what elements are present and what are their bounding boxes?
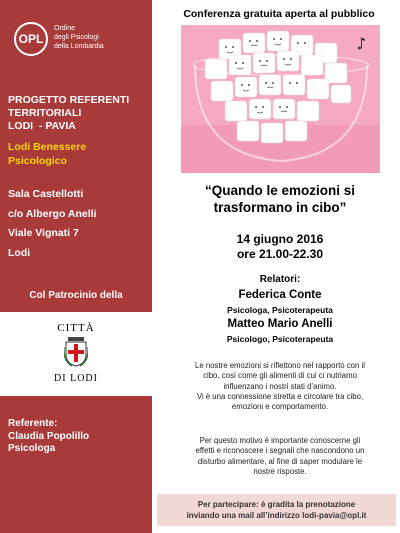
patronage-label: Col Patrocinio della bbox=[29, 290, 123, 301]
venue-line: c/o Albergo Anelli bbox=[8, 207, 97, 220]
referent-line: Referente: bbox=[8, 418, 58, 429]
paragraph-line: Le nostre emozioni si riflettono nel rapporto con il bbox=[195, 361, 365, 370]
event-time: ore 21.00-22.30 bbox=[236, 247, 324, 261]
speaker-name: Federica Conte bbox=[238, 289, 322, 301]
paragraph-line: effetti e riconoscere i segnali che nascondono un bbox=[195, 446, 365, 456]
event-datetime bbox=[160, 232, 400, 262]
speakers-label: Relatori: bbox=[259, 274, 301, 285]
program-name bbox=[8, 140, 86, 168]
opl-logo-text bbox=[54, 24, 104, 51]
project-line: PROGETTO REFERENTI bbox=[8, 94, 130, 106]
paragraph-line: cibo, così come gli alimenti di cui ci nutriamo bbox=[203, 371, 357, 381]
headline-line: trasformano in cibo” bbox=[213, 200, 347, 215]
paragraph-line: Vi è una connessione stretta e circolare tra cibo, bbox=[196, 391, 364, 401]
paragraph-line: Per questo motivo è importante conoscerne gli bbox=[199, 436, 361, 445]
event-headline bbox=[160, 182, 400, 216]
paragraph-line: nostre risposte. bbox=[253, 466, 307, 476]
project-line: LODI - PAVIA bbox=[8, 120, 76, 132]
project-title bbox=[8, 94, 148, 133]
paragraph-line: emozioni e comportamento. bbox=[231, 402, 329, 412]
registration-email-line[interactable]: inviando una mail all’indirizzo lodi-pavia@opl.it bbox=[186, 511, 367, 520]
logo-line: Ordine bbox=[54, 25, 76, 32]
venue-line: Lodi bbox=[8, 246, 31, 259]
city-of-lodi-logo bbox=[0, 312, 152, 396]
conference-banner: Conferenza gratuita aperta al pubblico bbox=[183, 8, 375, 20]
venue-address bbox=[8, 185, 96, 263]
headline-line: “Quando le emozioni si bbox=[204, 183, 356, 198]
lodi-crest-icon bbox=[64, 337, 88, 367]
referent-line: Claudia Popolillo bbox=[8, 430, 90, 442]
speaker-role: Psicologa, Psicoterapeuta bbox=[227, 305, 333, 315]
program-line: Lodi Benessere bbox=[8, 141, 87, 153]
speaker-role: Psicologo, Psicoterapeuta bbox=[226, 334, 334, 344]
registration-line: Per partecipare: è gradita la prenotazione bbox=[197, 500, 356, 509]
registration-box bbox=[157, 494, 396, 526]
project-line: TERRITORIALI bbox=[8, 107, 82, 119]
paragraph-line: influenzano i nostri stati d’animo. bbox=[223, 381, 337, 391]
referent-block bbox=[8, 418, 89, 456]
left-sidebar bbox=[0, 0, 152, 533]
event-date: 14 giugno 2016 bbox=[236, 232, 324, 246]
opl-logo-mark: OPL bbox=[14, 22, 48, 56]
referent-line: Psicologa bbox=[8, 443, 56, 454]
venue-line: Viale Vignati 7 bbox=[8, 227, 79, 239]
logo-line: degli Psicologi bbox=[54, 34, 99, 41]
description-paragraph bbox=[165, 436, 395, 477]
program-line: Psicologico bbox=[8, 155, 67, 167]
logo-line: della Lombardia bbox=[54, 43, 104, 50]
city-logo-top: CITTÀ bbox=[57, 322, 95, 334]
speaker-name: Matteo Mario Anelli bbox=[227, 318, 333, 330]
paragraph-line: disturbo alimentare, al fine di saper modulare le bbox=[197, 456, 363, 466]
description-paragraph bbox=[165, 361, 395, 412]
city-logo-bottom: DI LODI bbox=[54, 373, 98, 384]
marshmallow-bowl-image bbox=[181, 25, 380, 173]
venue-line: Sala Castellotti bbox=[8, 188, 84, 200]
opl-logo bbox=[14, 22, 152, 58]
